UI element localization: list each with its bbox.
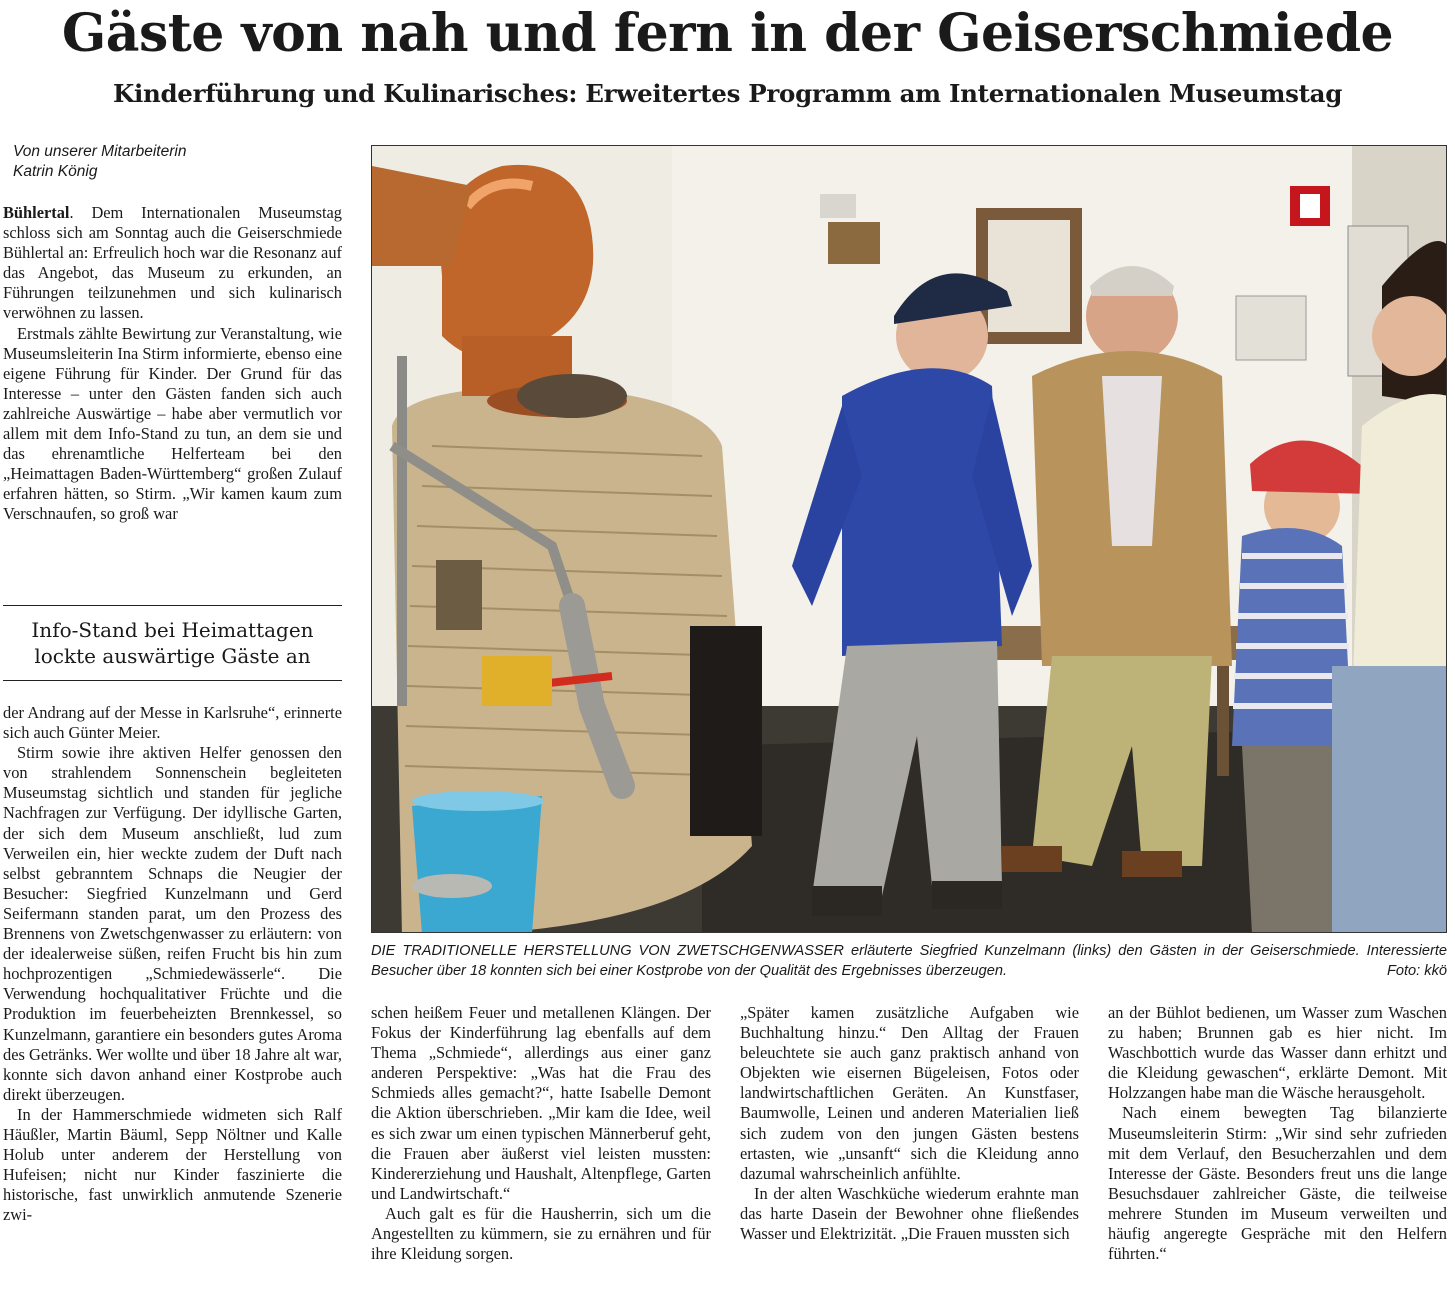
column-3 [740, 1003, 1079, 1305]
column-4 [1108, 1003, 1447, 1305]
subheadline: Kinderführung und Kulinarisches: Erweitertes Programm am Internationalen Museumstag [112, 79, 1343, 108]
paragraph: Bühlertal. Dem Internationalen Museumstag schloss sich am Sonntag auch die Geiserschmiede Bühlertal an: Erfreulich hoch war die Resonanz auf das Angebot, das Museum zu erkunden, an Führungen teilzunehmen und sich kulinarisch verwöhnen zu lassen. [3, 203, 342, 323]
paragraph: Auch galt es für die Hausherrin, sich um die Angestellten zu kümmern, sie zu ernähren und für ihre Kleidung sorgen. [371, 1203, 711, 1264]
paragraph: Erstmals zählte Bewirtung zur Veranstaltung, wie Museumsleiterin Ina Stirm informierte, ebenso eine eigene Führung für Kinder. Der Grund für das Interesse – unter den Gästen fanden sich auch zahlreiche Auswärtige – habe aber vermutlich vor allem mit dem Info-Stand zu tun, an dem sie und das ehrenamtliche Helferteam bei den „Heimattagen Baden-Württemberg“ großen Zulauf erfahren hätten, so Stirm. „Wir kamen kaum zum Verschnaufen, so groß war [3, 323, 342, 524]
column-1-bottom [3, 703, 342, 1305]
pull-quote: Info-Stand bei Heimattagen lockte auswärtige Gäste an [3, 605, 342, 681]
byline-role: Von unserer Mitarbeiterin [13, 143, 187, 160]
paragraph: In der alten Waschküche wiederum erahnte man das harte Dasein der Bewohner ohne fließendes Wasser und Elektrizität. „Die Frauen mussten sich [740, 1183, 1079, 1244]
article-photo [371, 145, 1447, 933]
paragraph: „Später kamen zusätzliche Aufgaben wie Buchhaltung hinzu.“ Den Alltag der Frauen beleuchtete sie auch ganz praktisch anhand von Objekten wie eisernen Bügeleisen, Fotos oder landwirtschaftlichen Geräten. An Kunstfaser, Baumwolle, Leinen und anderen Materialien ließ sich zudem von den jungen Gästen bestens ertasten, wie „unsanft“ sich die Kleidung anno dazumal wahrscheinlich anfühlte. [740, 1003, 1079, 1183]
paragraph: Stirm sowie ihre aktiven Helfer genossen den von strahlendem Sonnenschein begleiteten Museumstag sichtlich und standen für jegliche Nachfragen zur Verfügung. Der idyllische Garten, der sich dem Museum anschließt, lud zum Verweilen ein, hier weckte zudem der Duft nach selbst gebranntem Schnaps die Neugier der Besucher: Siegfried Kunzelmann und Gerd Seifermann standen parat, um den Prozess des Brennens von Zwetschgenwasser zu erläutern: von der idealerweise süßen, reifen Frucht bis hin zum hochprozentigen „Schmiedewässerle“. Die Verwendung hochqualitativer Früchte und die Produktion im feuerbeheizten Brennkessel, so Kunzelmann, garantiere ein besonders gutes Aroma des Getränks. Wer wollte und über 18 Jahre alt war, konnte sich davon anhand einer Kostprobe auch direkt überzeugen. [3, 743, 342, 1104]
column-2 [371, 1003, 711, 1305]
paragraph: Nach einem bewegten Tag bilanzierte Museumsleiterin Stirm: „Wir sind sehr zufrieden mit dem Verlauf, den Besucherzahlen und dem Interesse der Gäste. Besonders freut uns die lange Besuchsdauer zahlreicher Gäste, die teilweise mehrere Stunden im Museum verweilten und häufig angeregte Gespräche mit den Helfern führten.“ [1108, 1103, 1447, 1264]
paragraph: In der Hammerschmiede widmeten sich Ralf Häußler, Martin Bäuml, Sepp Nöltner und Kalle Holub unter anderem der Herstellung von Hufeisen; nicht nur Kinder faszinierte die historische, fast unwirklich anmutende Szenerie zwi- [3, 1104, 342, 1225]
headline: Gäste von nah und fern in der Geiserschmiede [61, 3, 1394, 64]
paragraph: schen heißem Feuer und metallenen Klängen. Der Fokus der Kinderführung lag ebenfalls auf dem Thema „Schmiede“, allerdings aus einer ganz anderen Perspektive: „Was hat die Frau des Schmieds alles gemacht?“, hatte Isabelle Demont die Aktion überschrieben. „Mir kam die Idee, weil es sich zwar um einen typischen Männerberuf geht, die Frauen aber äußerst viel leisten mussten: Kindererziehung und Haushalt, Altenpflege, Garten und Landwirtschaft.“ [371, 1003, 711, 1203]
caption-lead: DIE TRADITIONELLE HERSTELLUNG VON ZWETSCHGENWASSER [371, 943, 844, 959]
photo-caption [371, 941, 1447, 981]
paragraph: an der Bühlot bedienen, um Wasser zum Waschen zu haben; Brunnen gab es hier nicht. Im Waschbottich wurde das Wasser dann erhitzt und die Kleidung gewaschen“, erklärte Demont. Mit Holzzangen habe man die Wäsche herausgeholt. [1108, 1003, 1447, 1103]
paragraph: der Andrang auf der Messe in Karlsruhe“, erinnerte sich auch Günter Meier. [3, 703, 342, 743]
photo-credit: Foto: kkö [1386, 963, 1447, 979]
byline-author: Katrin König [13, 163, 98, 180]
caption-text: erläuterte Siegfried Kunzelmann (links) den Gästen in der Geiserschmiede. Interessierte Besucher über 18 konnten sich bei einer Kostprobe von der Qualität des Ergebnisses überzeugen. [371, 943, 1447, 979]
column-1-top [3, 203, 342, 583]
photo-illustration [372, 146, 1447, 933]
dateline: Bühlertal [3, 203, 70, 222]
byline [13, 142, 343, 182]
